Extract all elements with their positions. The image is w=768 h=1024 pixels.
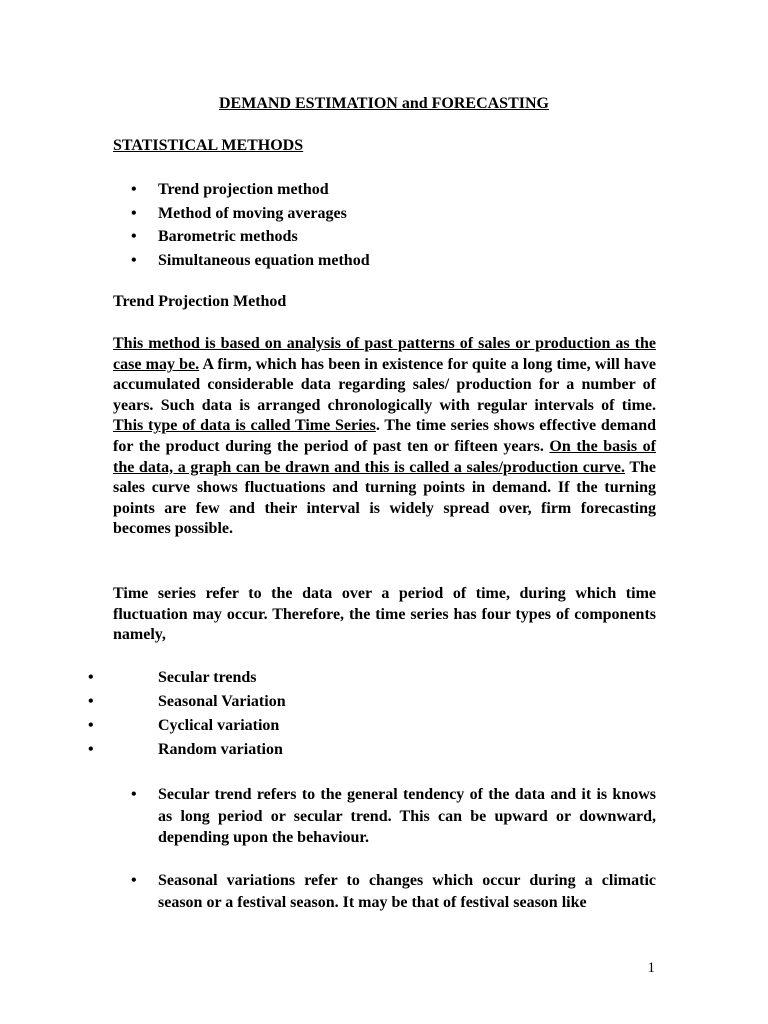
bullet-icon: • — [88, 741, 94, 758]
components-list — [88, 666, 286, 762]
bullet-icon: • — [88, 693, 94, 710]
bullet-icon: • — [88, 669, 94, 686]
list-item: • Simultaneous equation method — [131, 249, 370, 273]
list-item: • Cyclical variation — [88, 714, 286, 738]
list-item: • Seasonal Variation — [88, 690, 286, 714]
methods-list — [131, 178, 370, 272]
section-heading: STATISTICAL METHODS — [113, 137, 304, 154]
subsection-heading: Trend Projection Method — [113, 293, 287, 310]
bullet-icon: • — [88, 717, 94, 734]
document-title: DEMAND ESTIMATION and FORECASTING — [219, 95, 549, 112]
trend-projection-paragraph: This method is based on analysis of past patterns of sales or production as the case may be. A firm, which has been in existence for quite a long time, will have accumulated considerable data regarding sales/ production for a number of years. Such data is arranged chronologically with regular intervals of time. This type of data is called Time Series. The time series shows effective demand for the product during the period of past ten or fifteen years. On the basis of the data, a graph can be drawn and this is called a sales/production curve. The sales curve shows fluctuations and turning points in demand. If the turning points are few and their interval is widely spread over, firm forecasting becomes possible. — [113, 335, 656, 538]
list-item: • Trend projection method — [131, 178, 370, 202]
bullet-icon: • — [131, 181, 137, 198]
secular-trend-explanation — [131, 784, 656, 849]
bullet-icon: • — [131, 786, 137, 803]
bullet-icon: • — [131, 251, 137, 269]
list-item: • Method of moving averages — [131, 202, 370, 226]
list-item: • Secular trends — [88, 666, 286, 690]
seasonal-variation-explanation — [131, 870, 656, 913]
bullet-icon: • — [131, 228, 137, 245]
time-series-paragraph: Time series refer to the data over a period of time, during which time fluctuation may occur. Therefore, the time series has four types of components namely, — [113, 585, 656, 644]
bullet-icon: • — [131, 872, 137, 889]
list-item: • Barometric methods — [131, 225, 370, 249]
page-number: 1 — [647, 960, 655, 976]
list-item: • Secular trend refers to the general tendency of the data and it is knows as long period or secular trend. This can be upward or downward, depending upon the behaviour. — [131, 784, 656, 849]
list-item: • Random variation — [88, 738, 286, 762]
bullet-icon: • — [131, 204, 137, 222]
list-item: • Seasonal variations refer to changes which occur during a climatic season or a festival season. It may be that of festival season like — [131, 870, 656, 913]
